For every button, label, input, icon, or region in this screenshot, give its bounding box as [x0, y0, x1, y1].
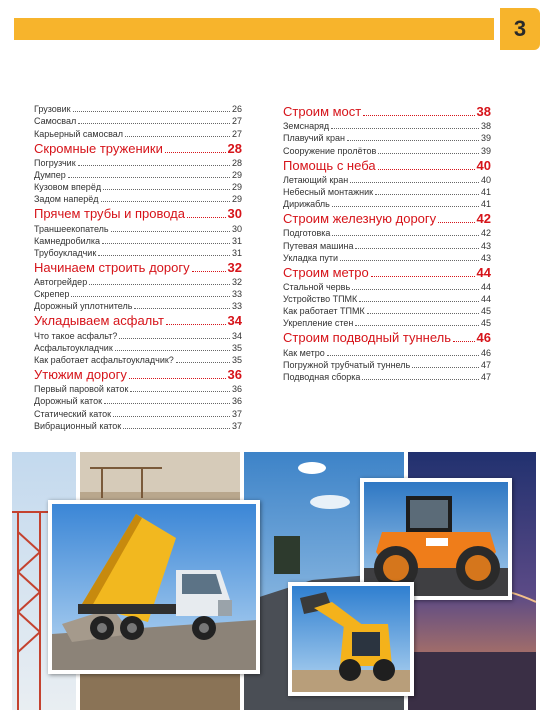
toc-page-number: 37 [231, 408, 242, 419]
toc-page-number: 44 [480, 294, 491, 305]
toc-section-heading [283, 158, 491, 174]
toc-page-number: 27 [231, 116, 242, 127]
toc-page-number: 44 [476, 264, 491, 280]
toc-page-number: 36 [231, 384, 242, 395]
toc-page-number: 28 [227, 140, 242, 156]
toc-page-number: 29 [231, 194, 242, 205]
toc-title: Грузовик [34, 104, 71, 115]
toc-page-number: 37 [231, 420, 242, 431]
toc-page-number: 46 [480, 347, 491, 358]
toc-title: Что такое асфальт? [34, 330, 118, 341]
toc-leader-dots [104, 403, 230, 404]
toc-page-number: 40 [480, 174, 491, 185]
toc-section-heading [283, 211, 491, 227]
skid-steer-loader-photo-frame [288, 582, 414, 696]
toc-entry [34, 354, 242, 366]
toc-title: Начинаем строить дорогу [34, 259, 190, 275]
toc-title: Укладываем асфальт [34, 313, 164, 329]
toc-leader-dots [453, 341, 475, 342]
toc-section-heading [34, 367, 242, 383]
toc-title: Задом наперёд [34, 194, 99, 205]
toc-section-heading [283, 104, 491, 120]
toc-leader-dots [176, 362, 230, 363]
toc-title: Плавучий кран [283, 133, 345, 144]
toc-title: Строим мост [283, 104, 362, 119]
toc-page-number: 27 [231, 128, 242, 139]
toc-right-column [283, 103, 491, 383]
toc-entry [283, 281, 491, 293]
toc-entry [34, 127, 242, 139]
toc-page-number: 31 [231, 247, 242, 258]
toc-page-number: 40 [476, 157, 491, 173]
toc-leader-dots [98, 255, 230, 256]
toc-entry [34, 383, 242, 395]
toc-entry [34, 222, 242, 234]
toc-page-number: 36 [227, 367, 242, 382]
toc-title: Автогрейдер [34, 277, 88, 288]
toc-page-number: 32 [227, 259, 242, 275]
toc-title: Траншеекопатель [34, 223, 109, 234]
toc-entry [283, 293, 491, 305]
toc-title: Скромные труженики [34, 140, 163, 156]
toc-page-number: 44 [480, 281, 491, 292]
toc-entry [34, 103, 242, 115]
toc-leader-dots [375, 194, 479, 195]
toc-title: Помощь с неба [283, 157, 376, 173]
toc-page-number: 26 [231, 104, 242, 115]
toc-page-number: 31 [231, 235, 242, 246]
toc-title: Строим железную дорогу [283, 211, 437, 227]
toc-title: Асфальтоукладчик [34, 342, 113, 353]
toc-page-number: 33 [231, 289, 242, 300]
toc-leader-dots [129, 378, 226, 379]
toc-leader-dots [71, 296, 230, 297]
toc-entry [283, 198, 491, 210]
toc-entry [34, 115, 242, 127]
toc-title: Укладка пути [283, 252, 339, 263]
toc-title: Стальной червь [283, 281, 351, 292]
toc-title: Дорожный уплотнитель [34, 301, 133, 312]
toc-title: Устройство ТПМК [283, 294, 358, 305]
skid-steer-loader-photo [292, 586, 410, 692]
toc-page-number: 43 [480, 252, 491, 263]
toc-leader-dots [363, 115, 474, 116]
toc-leader-dots [119, 338, 230, 339]
toc-leader-dots [332, 235, 479, 236]
dump-truck-photo-frame [48, 500, 260, 674]
toc-entry [34, 276, 242, 288]
toc-leader-dots [367, 313, 479, 314]
toc-title: Строим подводный туннель [283, 330, 451, 346]
toc-entry [283, 239, 491, 251]
toc-entry [34, 193, 242, 205]
toc-title: Подводная сборка [283, 372, 361, 382]
toc-leader-dots [68, 177, 230, 178]
toc-entry [283, 252, 491, 264]
toc-leader-dots [73, 111, 230, 112]
toc-page-number: 46 [476, 330, 491, 346]
toc-page-number: 35 [231, 342, 242, 353]
toc-page-number: 29 [231, 182, 242, 193]
toc-page-number: 47 [480, 372, 491, 382]
toc-page-number: 47 [480, 359, 491, 370]
toc-entry [283, 346, 491, 358]
toc-title: Как работает асфальтоукладчик? [34, 355, 174, 365]
toc-leader-dots [378, 153, 479, 154]
toc-leader-dots [355, 248, 479, 249]
toc-section-heading [34, 141, 242, 157]
toc-title: Трубоукладчик [34, 247, 97, 258]
toc-entry [34, 157, 242, 169]
toc-title: Дорожный каток [34, 396, 103, 407]
toc-entry [34, 420, 242, 432]
toc-page-number: 30 [227, 206, 242, 222]
toc-leader-dots [412, 367, 479, 368]
toc-section-heading [34, 313, 242, 329]
page-number: 3 [500, 8, 540, 50]
toc-leader-dots [101, 201, 230, 202]
toc-entry [34, 342, 242, 354]
toc-title: Путевая машина [283, 240, 354, 251]
toc-title: Камнедробилка [34, 235, 101, 246]
toc-title: Погрузчик [34, 157, 76, 168]
toc-leader-dots [352, 289, 479, 290]
toc-leader-dots [350, 182, 479, 183]
toc-page-number: 42 [480, 228, 491, 239]
toc-page-number: 38 [480, 121, 491, 132]
toc-page-number: 38 [476, 104, 491, 119]
toc-leader-dots [125, 136, 230, 137]
toc-page-number: 42 [476, 211, 491, 227]
toc-section-heading [283, 265, 491, 281]
toc-page-number: 43 [480, 240, 491, 251]
toc-title: Летающий кран [283, 174, 349, 185]
toc-title: Карьерный самосвал [34, 128, 124, 139]
photo-collage [12, 452, 536, 710]
toc-left-column [34, 103, 242, 432]
toc-page-number: 36 [231, 396, 242, 407]
toc-leader-dots [78, 123, 230, 124]
toc-leader-dots [355, 325, 479, 326]
toc-entry [283, 144, 491, 156]
toc-page-number: 41 [480, 199, 491, 210]
toc-leader-dots [123, 428, 230, 429]
toc-leader-dots [340, 260, 479, 261]
toc-leader-dots [103, 189, 230, 190]
toc-leader-dots [362, 379, 479, 380]
toc-leader-dots [192, 271, 226, 272]
toc-leader-dots [187, 217, 226, 218]
toc-leader-dots [102, 243, 230, 244]
dump-truck-photo [52, 504, 256, 670]
toc-section-heading [283, 330, 491, 346]
toc-entry [283, 186, 491, 198]
toc-title: Скрепер [34, 289, 70, 300]
toc-title: Укрепление стен [283, 318, 354, 329]
toc-entry [283, 305, 491, 317]
toc-leader-dots [331, 128, 479, 129]
toc-entry [283, 174, 491, 186]
toc-leader-dots [134, 308, 230, 309]
road-roller-photo [364, 482, 508, 596]
toc-title: Кузовом вперёд [34, 182, 102, 193]
toc-entry [283, 120, 491, 132]
toc-page-number: 39 [480, 145, 491, 156]
toc-leader-dots [438, 222, 474, 223]
toc-leader-dots [165, 152, 226, 153]
toc-entry [34, 169, 242, 181]
toc-entry [34, 181, 242, 193]
toc-leader-dots [113, 416, 230, 417]
toc-entry [34, 247, 242, 259]
toc-leader-dots [130, 391, 230, 392]
toc-leader-dots [89, 284, 230, 285]
toc-title: Как метро [283, 347, 325, 358]
toc-title: Думпер [34, 169, 66, 180]
toc-title: Дирижабль [283, 199, 330, 210]
toc-entry [34, 395, 242, 407]
toc-page-number: 28 [231, 157, 242, 168]
toc-entry [283, 227, 491, 239]
toc-entry [34, 300, 242, 312]
toc-leader-dots [78, 165, 230, 166]
toc-page-number: 29 [231, 169, 242, 180]
toc-leader-dots [111, 231, 230, 232]
toc-entry [34, 288, 242, 300]
toc-page-number: 41 [480, 186, 491, 197]
toc-title: Статический каток [34, 408, 112, 419]
toc-leader-dots [371, 276, 475, 277]
toc-title: Утюжим дорогу [34, 367, 127, 382]
toc-entry [283, 132, 491, 144]
toc-leader-dots [115, 350, 230, 351]
toc-page-number: 34 [227, 313, 242, 329]
toc-title: Самосвал [34, 116, 77, 127]
toc-leader-dots [332, 206, 479, 207]
toc-leader-dots [378, 169, 475, 170]
toc-title: Подготовка [283, 228, 331, 239]
toc-title: Как работает ТПМК [283, 306, 365, 317]
toc-title: Первый паровой каток [34, 384, 129, 395]
toc-page-number: 35 [231, 355, 242, 365]
toc-title: Погружной трубчатый туннель [283, 359, 411, 370]
toc-entry [34, 235, 242, 247]
toc-page-number: 33 [231, 301, 242, 312]
toc-title: Прячем трубы и провода [34, 206, 185, 222]
toc-title: Строим метро [283, 264, 369, 280]
toc-entry [34, 407, 242, 419]
toc-leader-dots [359, 301, 479, 302]
toc-title: Сооружение пролётов [283, 145, 377, 156]
toc-entry [283, 317, 491, 329]
toc-entry [283, 371, 491, 383]
top-color-bar [14, 18, 494, 40]
toc-page-number: 39 [480, 133, 491, 144]
toc-section-heading [34, 206, 242, 222]
toc-entry [283, 359, 491, 371]
toc-leader-dots [347, 140, 479, 141]
toc-entry [34, 329, 242, 341]
toc-page-number: 45 [480, 318, 491, 329]
toc-page-number: 34 [231, 330, 242, 341]
toc-page-number: 45 [480, 306, 491, 317]
toc-page-number: 32 [231, 277, 242, 288]
toc-title: Небесный монтажник [283, 186, 374, 197]
toc-leader-dots [327, 355, 479, 356]
toc-title: Земснаряд [283, 121, 330, 132]
toc-page-number: 30 [231, 223, 242, 234]
toc-title: Вибрационный каток [34, 420, 122, 431]
toc-leader-dots [166, 324, 226, 325]
toc-section-heading [34, 260, 242, 276]
